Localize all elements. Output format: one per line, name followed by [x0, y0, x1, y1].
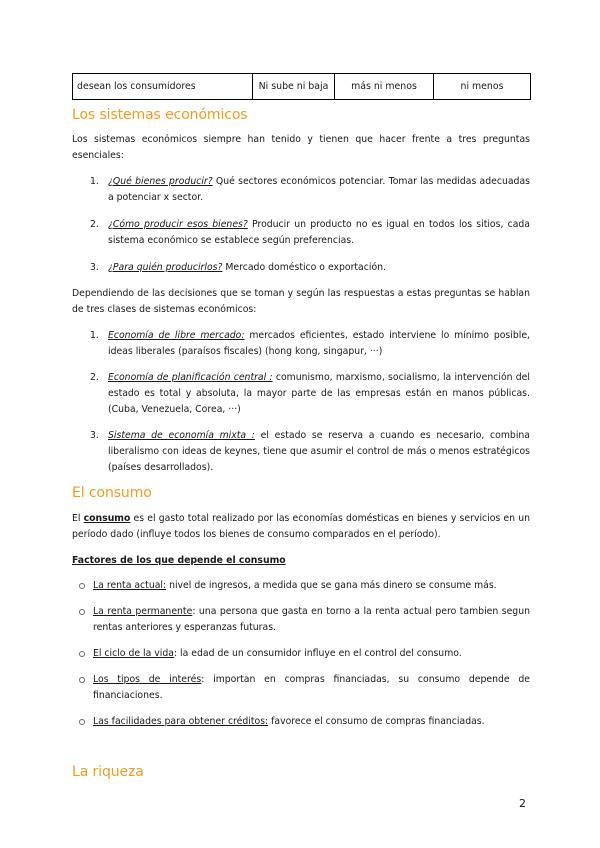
- list-item: Los tipos de interés: importan en compras financiadas, su consumo depende de financiaciones.: [72, 672, 530, 704]
- list-item: Las facilidades para obtener créditos: favorece el consumo de compras financiadas.: [72, 714, 530, 730]
- circle-bullet-icon: [79, 651, 85, 657]
- list-item: 2. Economía de planificación central : comunismo, marxismo, socialismo, la intervención del estado es total y absoluta, la mayor parte de las empresas están en manos públicas. (Cuba, Venezuela, Corea, ···): [90, 372, 530, 415]
- list-item: El ciclo de la vida: la edad de un consumidor influye en el control del consumo.: [72, 646, 530, 662]
- questions-list: [72, 174, 530, 276]
- list-item: 2. ¿Cómo producir esos bienes? Producir un producto no es igual en todos los sitios, cada sistema económico se establece según preferencias.: [90, 219, 530, 246]
- sistemas-intro2: Dependiendo de las decisiones que se toman y según las respuestas a estas preguntas se hablan de tres clases de sistemas económicos:: [72, 288, 530, 315]
- factors-title: Factores de los que depende el consumo: [72, 555, 286, 566]
- circle-bullet-icon: [79, 583, 85, 589]
- list-item: La renta permanente: una persona que gasta en torno a la renta actual pero tambien segun rentas anteriores y esperanzas futuras.: [72, 604, 530, 636]
- circle-bullet-icon: [79, 609, 85, 615]
- circle-bullet-icon: [79, 677, 85, 683]
- circle-bullet-icon: [79, 719, 85, 725]
- sistemas-intro: Los sistemas económicos siempre han tenido y tienen que hacer frente a tres preguntas esenciales:: [72, 134, 530, 161]
- table-cell: Ni sube ni baja: [253, 74, 335, 100]
- list-item: 3. ¿Para quién producirlos? Mercado doméstico o exportación.: [90, 262, 386, 273]
- consumo-definition: El consumo es el gasto total realizado por las economías domésticas en bienes y servicios en un período dado (influye todos los bienes de consumo comparados en el período).: [72, 513, 530, 540]
- heading-consumo: El consumo: [72, 485, 152, 501]
- table-cell: más ni menos: [335, 74, 434, 100]
- list-item: 1. Economía de libre mercado: mercados eficientes, estado interviene lo mínimo posible, ideas liberales (paraísos fiscales) (hong kong, singapur, ···): [90, 330, 530, 357]
- heading-sistemas: Los sistemas económicos: [72, 107, 248, 123]
- page-content: [72, 73, 530, 780]
- continued-table: [72, 73, 531, 100]
- heading-riqueza: La riqueza: [72, 764, 144, 780]
- list-item: 3. Sistema de economía mixta : el estado se reserva a cuando es necesario, combina liberalismo con ideas de keynes, tiene que asumir el control de más o menos estratégicos (países desarrollados).: [90, 430, 530, 473]
- list-item: 1. ¿Qué bienes producir? Qué sectores económicos potenciar. Tomar las medidas adecuadas a potenciar x sector.: [90, 176, 530, 203]
- list-item: La renta actual: nivel de ingresos, a medida que se gana más dinero se consume más.: [72, 578, 530, 594]
- table-row: [73, 74, 531, 100]
- table-cell: desean los consumidores: [73, 74, 253, 100]
- factors-list: [72, 578, 530, 730]
- types-list: [72, 328, 530, 476]
- page-number: 2: [519, 797, 526, 810]
- table-cell: ni menos: [434, 74, 531, 100]
